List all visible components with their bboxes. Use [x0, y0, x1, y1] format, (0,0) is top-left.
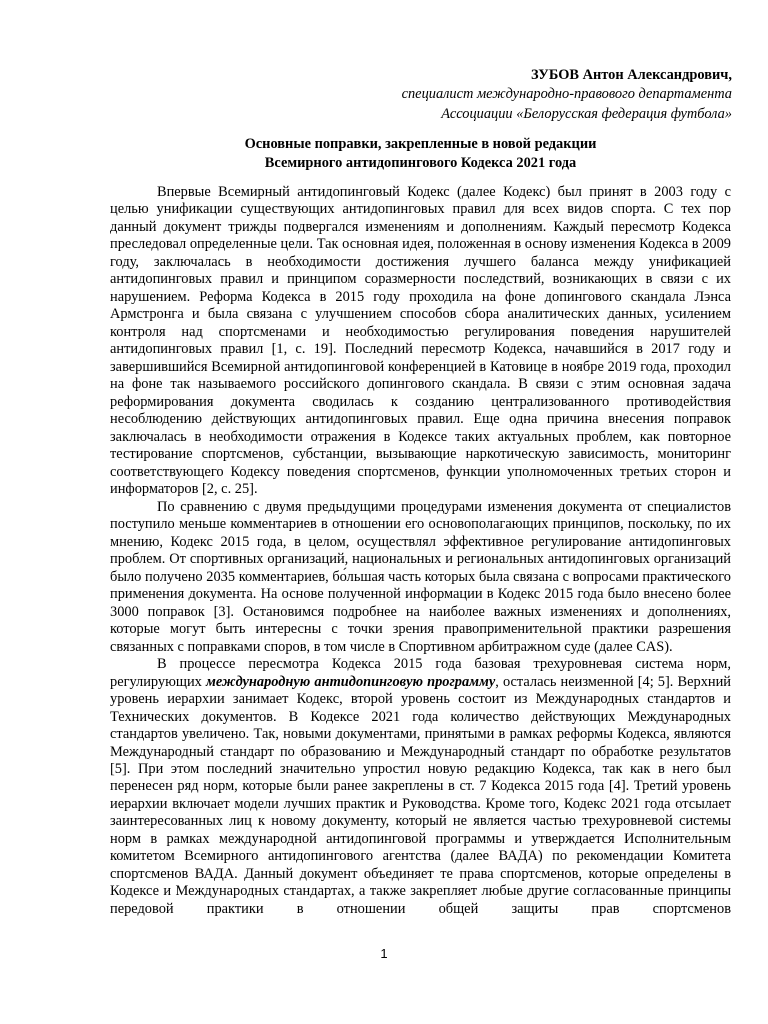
- article-title: [110, 135, 731, 172]
- paragraph-1: Впервые Всемирный антидопинговый Кодекс (далее Кодекс) был принят в 2003 году с целью унификации существующих антидопинговых правил для всех видов спорта. С тех пор данный документ трижды подвергался изменениям и дополнениям. Каждый пересмотр Кодекса преследовал определенные цели. Так основная идея, положенная в основу изменения Кодекса в 2009 году, заключалась в необходимости достижения лучшего баланса между унификацией антидопинговых правил и принципом соразмерности последствий, возникающих в связи с их нарушением. Реформа Кодекса в 2015 году проходила на фоне допингового скандала Лэнса Армстронга и была связана с улучшением способов сбора аналитических данных, усилением контроля над спортсменами и необходимостью регулирования поведения нарушителей антидопинговых правил [1, с. 19]. Последний пересмотр Кодекса, начавшийся в 2017 году и завершившийся Всемирной антидопинговой конференцией в Катовице в ноябре 2019 года, проходил на фоне так называемого российского допингового скандала. В связи с этим основная задача реформирования документа сводилась к созданию централизованного противодействия несоблюдению действующих антидопинговых правил. Еще одна причина внесения поправок заключалась в необходимости отражения в Кодексе таких актуальных проблем, как повторное тестирование спортсменов, субстанции, вызывающие наркотическую зависимость, мониторинг соответствующего Кодексу поведения спортсменов, функции уполномоченных третьих сторон и информаторов [2, с. 25].: [110, 184, 731, 498]
- title-line-2: Всемирного антидопингового Кодекса 2021 года: [264, 154, 577, 171]
- author-position: специалист международно-правового департамента: [401, 86, 732, 103]
- paragraph-3-text-end: , осталась неизменной [4; 5]. Верхний уровень иерархии занимает Кодекс, второй уровень состоит из Международных стандартов и Технических документов. В Кодексе 2021 года количество действующих Международных стандартов увеличено. Так, новыми документами, принятыми в рамках реформы Кодекса, являются Международный стандарт по образованию и Международный стандарт по обработке результатов [5]. При этом последний значительно упростил новую редакцию Кодекса, так как в него был перенесен ряд норм, которые были ранее закреплены в ст. 7 Кодекса 2015 года [4]. Третий уровень иерархии включает модели лучших практик и Руководства. Кроме того, Кодекс 2021 года отсылает заинтересованных лиц к новому документу, который не является частью трехуровневой системы норм в рамках международной антидопинговой программы и утверждается Исполнительным комитетом Всемирного антидопингового агентства (далее ВАДА) по рекомендации Комитета спортсменов ВАДА. Данный документ объединяет те права спортсменов, которые определены в Кодексе и Международных стандартах, а также закрепляет любые другие согласованные принципы передовой практики в отношении общей защиты прав спортсменов: [110, 673, 731, 917]
- paragraph-2: По сравнению с двумя предыдущими процедурами изменения документа от специалистов поступило меньше комментариев в отношении его основополагающих принципов, поскольку, по их мнению, Кодекс 2015 года, в целом, осуществлял эффективное регулирование антидопинговых проблем. От спортивных организаций, национальных и региональных антидопинговых организаций было получено 2035 комментариев, бо́льшая часть которых была связана с вопросами практического применения документа. На основе полученной информации в Кодекс 2015 года было внесено более 3000 поправок [3]. Остановимся подробнее на наиболее важных изменениях и дополнениях, которые могут быть интересны с точки зрения правоприменительной практики разрешения связанных с поправками споров, в том числе в Спортивном арбитражном суде (далее CAS).: [110, 498, 731, 655]
- author-organization: Ассоциации «Белорусская федерация футбола»: [441, 105, 732, 122]
- paragraph-3: [110, 656, 731, 918]
- author-block: [300, 66, 732, 124]
- author-name: ЗУБОВ Антон Александрович,: [531, 67, 732, 83]
- paragraph-3-text-start: В процессе пересмотра Кодекса 2015 года базовая трехуровневая система норм, регулирующих: [110, 656, 731, 690]
- paragraph-3-emphasis: международную антидопинговую программу: [205, 673, 496, 690]
- page-number: 1: [380, 946, 388, 961]
- title-line-1: Основные поправки, закрепленные в новой редакции: [244, 136, 597, 152]
- article-body: [110, 184, 731, 918]
